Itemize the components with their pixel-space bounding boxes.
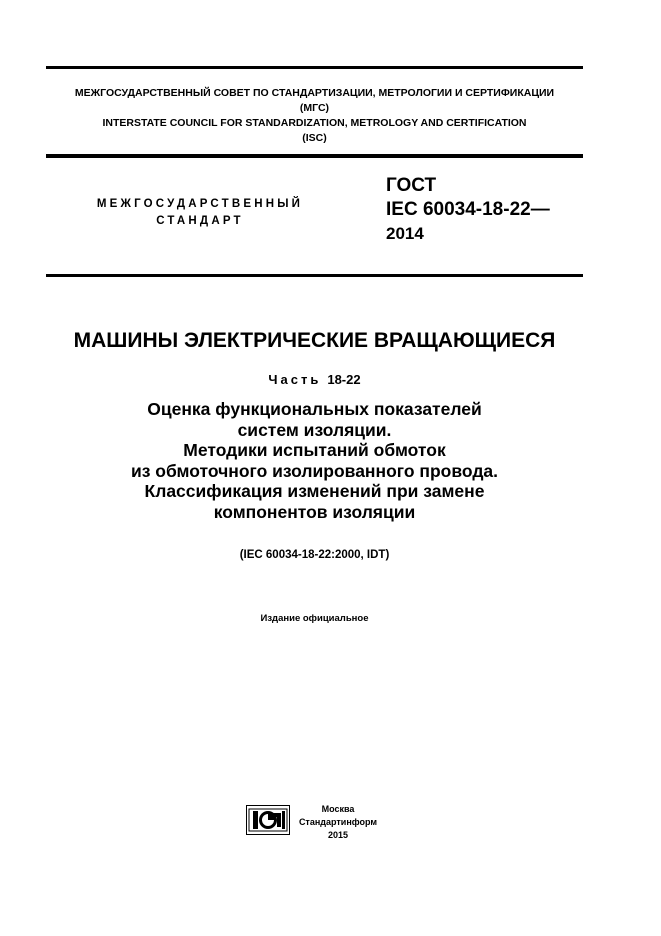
council-ru-name: МЕЖГОСУДАРСТВЕННЫЙ СОВЕТ ПО СТАНДАРТИЗАЦИИ, МЕТРОЛОГИИ И СЕРТИФИКАЦИИ xyxy=(74,87,555,99)
subtitle-line: компонентов изоляции xyxy=(213,501,416,522)
part-word: Часть xyxy=(268,372,322,387)
top-rule xyxy=(46,66,583,69)
document-subtitle xyxy=(46,399,583,522)
document-title: МАШИНЫ ЭЛЕКТРИЧЕСКИЕ ВРАЩАЮЩИЕСЯ xyxy=(73,329,556,352)
subtitle-line: Оценка функциональных показателей xyxy=(147,399,482,419)
middle-rule xyxy=(46,154,583,158)
council-en-abbr: (ISC) xyxy=(302,132,327,144)
standard-type-label xyxy=(60,196,340,230)
publisher-block xyxy=(290,803,386,842)
council-ru-abbr: (МГС) xyxy=(299,102,330,114)
edition-note: Издание официальное xyxy=(260,613,369,624)
subtitle-line: из обмоточного изолированного провода. xyxy=(130,460,499,481)
subtitle-line: систем изоляции. xyxy=(237,419,392,440)
standard-designation xyxy=(386,174,550,246)
standard-type-line1: МЕЖГОСУДАРСТВЕННЫЙ xyxy=(96,198,304,210)
publisher-city: Москва xyxy=(321,804,355,814)
gost-label: ГОСТ xyxy=(386,175,437,196)
standartinform-logo-icon xyxy=(246,805,290,835)
publication-year: 2015 xyxy=(327,830,349,840)
standard-type-line2: СТАНДАРТ xyxy=(156,215,244,227)
part-number: 18-22 xyxy=(327,372,361,387)
subtitle-line: Методики испытаний обмоток xyxy=(183,440,446,460)
iec-reference: (IEC 60034-18-22:2000, IDT) xyxy=(239,549,390,561)
publisher-name: Стандартинформ xyxy=(298,817,378,827)
lower-rule xyxy=(46,274,583,277)
iec-designation: IEC 60034-18-22— xyxy=(386,199,550,220)
part-heading xyxy=(46,371,583,388)
standard-year: 2014 xyxy=(386,224,424,243)
council-en-name: INTERSTATE COUNCIL FOR STANDARDIZATION, METROLOGY AND CERTIFICATION xyxy=(102,117,527,129)
subtitle-line: Классификация изменений при замене xyxy=(144,481,485,501)
council-header xyxy=(46,86,583,146)
